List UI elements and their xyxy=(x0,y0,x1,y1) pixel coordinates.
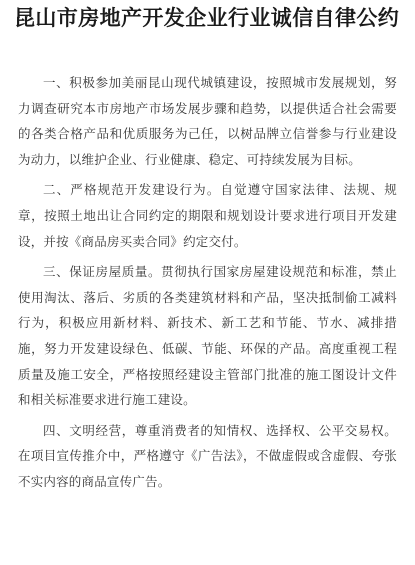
paragraph-4: 四、文明经营，尊重消费者的知情权、选择权、公平交易权。在项目宣传推介中，严格遵守《广告法》，不做虚假或含虚假、夸张不实内容的商品宣传广告。 xyxy=(18,422,397,489)
document-title: 昆山市房地产开发企业行业诚信自律公约 xyxy=(14,5,400,30)
document-body xyxy=(14,70,397,495)
paragraph-2: 二、严格规范开发建设行为。自觉遵守国家法律、法规、规章，按照土地出让合同约定的期限和规划设计要求进行项目开发建设，并按《商品房买卖合同》约定交付。 xyxy=(18,182,397,249)
paragraph-3: 三、保证房屋质量。贯彻执行国家房屋建设规范和标准，禁止使用淘汰、落后、劣质的各类建筑材料和产品，坚决抵制偷工减料行为，积极应用新材料、新技术、新工艺和节能、节水、减排措施，努力开发建设绿色、低碳、节能、环保的产品。高度重视工程质量及施工安全，严格按照经建设主管部门批准的施工图设计文件和相关标准要求进行施工建设。 xyxy=(18,264,397,408)
paragraph-1: 一、积极参加美丽昆山现代城镇建设，按照城市发展规划，努力调查研究本市房地产市场发展步骤和趋势，以提供适合社会需要的各类合格产品和优质服务为己任，以树品牌立信誉参与行业建设为动力，以维护企业、行业健康、稳定、可持续发展为目标。 xyxy=(18,75,397,167)
